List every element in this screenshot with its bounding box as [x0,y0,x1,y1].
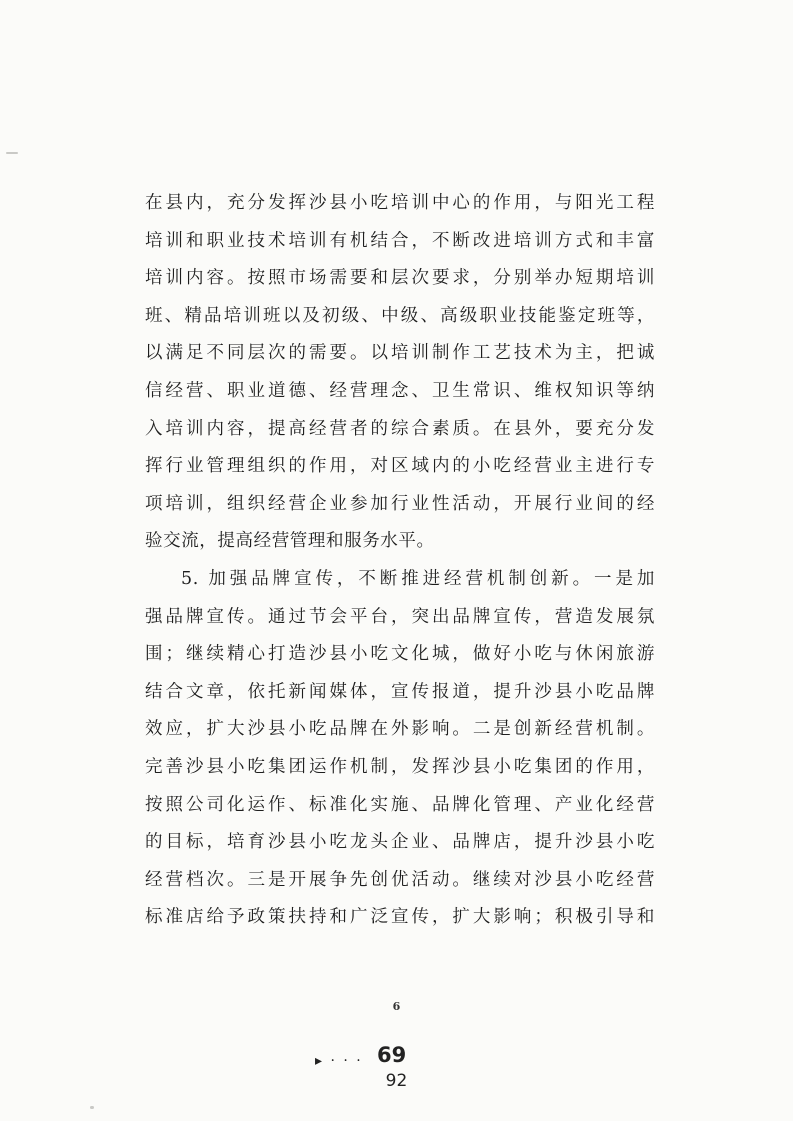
text-line-6: 信经营、职业道德、经营理念、卫生常识、维权知识等纳 [145,380,655,401]
text-line-2: 培训和职业技术培训有机结合，不断改进培训方式和丰富 [145,230,655,251]
text-line-5: 以满足不同层次的需要。以培训制作工艺技术为主，把诚 [145,343,655,364]
text-line-19: 经营档次。三是开展争先创优活动。继续对沙县小吃经营 [145,869,655,890]
text-line-16: 完善沙县小吃集团运作机制，发挥沙县小吃集团的作用， [145,756,655,777]
text-line-14: 结合文章，依托新闻媒体，宣传报道，提升沙县小吃品牌 [145,681,655,702]
text-line-13: 围；继续精心打造沙县小吃文化城，做好小吃与休闲旅游 [145,644,655,665]
inner-page-number: 6 [392,1000,401,1013]
text-line-17: 按照公司化运作、标准化实施、品牌化管理、产业化经营 [145,794,655,815]
body-text [145,185,655,937]
stamp-marks: ▸ · · · [315,1053,363,1069]
text-line-4: 班、精品培训班以及初级、中级、高级职业技能鉴定班等， [145,305,655,326]
text-line-8: 挥行业管理组织的作用，对区域内的小吃经营业主进行专 [145,456,655,477]
text-line-10: 验交流，提高经营管理和服务水平。 [145,531,435,552]
text-line-3: 培训内容。按照市场需要和层次要求，分别举办短期培训 [145,268,655,289]
stamp-number: 69 [377,1043,407,1067]
scan-speck [90,1106,94,1109]
text-line-7: 入培训内容，提高经营者的综合素质。在县外，要充分发 [145,418,655,439]
text-line-18: 的目标，培育沙县小吃龙头企业、品牌店，提升沙县小吃 [145,832,655,853]
text-line-20: 标准店给予政策扶持和广泛宣传，扩大影响；积极引导和 [145,907,655,928]
scan-speck [6,152,18,154]
text-line-11: 5. 加强品牌宣传，不断推进经营机制创新。一是加 [181,568,655,589]
text-line-15: 效应，扩大沙县小吃品牌在外影响。二是创新经营机制。 [145,719,655,740]
page-stamp [315,1043,475,1073]
text-line-9: 项培训，组织经营企业参加行业性活动，开展行业间的经 [145,493,655,514]
text-line-1: 在县内，充分发挥沙县小吃培训中心的作用，与阳光工程 [145,193,655,213]
text-line-12: 强品牌宣传。通过节会平台，突出品牌宣传，营造发展氛 [145,606,655,627]
footer-page-number: 92 [385,1071,408,1091]
